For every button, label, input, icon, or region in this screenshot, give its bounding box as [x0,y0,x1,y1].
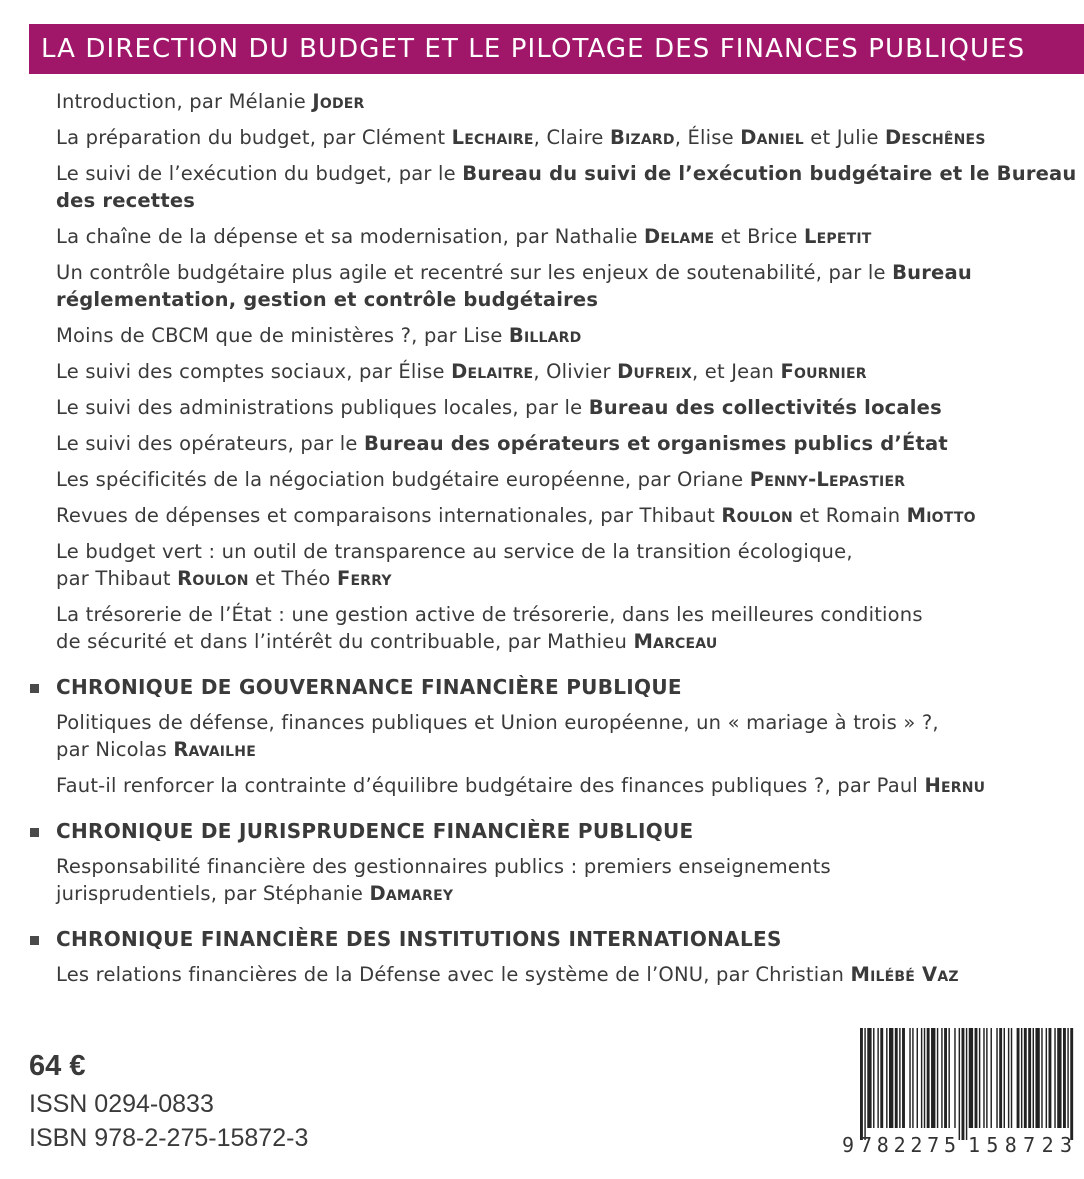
entry-text: Revues de dépenses et comparaisons internationales, par Thibaut [56,504,722,527]
barcode-bar [880,1028,883,1128]
author-name: Ravailhe [173,738,256,761]
entry-text: Un contrôle budgétaire plus agile et recentré sur les enjeux de soutenabilité, par le [56,261,893,284]
author-name: Billard [508,324,582,347]
chronicle-title: CHRONIQUE DE GOUVERNANCE FINANCIÈRE PUBLIQUE [56,675,682,699]
entry-text: La chaîne de la dépense et sa modernisation, par Nathalie [56,225,645,248]
toc-entry [56,223,1080,250]
section-banner [29,24,1084,74]
toc-entry [56,259,1080,313]
toc-entry [56,160,1080,214]
author-name: Milébé Vaz [850,963,959,986]
toc-entry [56,538,1080,592]
barcode-bar [1033,1028,1034,1128]
barcode-bar [917,1028,918,1128]
chronicle-heading [56,925,1084,953]
toc-entry [56,601,1080,655]
entry-text: jurisprudentiels, par Stéphanie [56,882,370,905]
entry-text: et Julie [803,126,886,149]
barcode-bar [983,1028,984,1128]
barcode-bar [1028,1028,1031,1128]
barcode-bar [1017,1028,1020,1128]
author-name: Ferry [336,567,392,590]
barcode-bar [909,1028,910,1128]
author-name: Bizard [610,126,675,149]
author-name: Roulon [721,504,793,527]
barcode-bar [1035,1028,1039,1128]
barcode-bar [1046,1028,1047,1128]
chronicle-title: CHRONIQUE DE JURISPRUDENCE FINANCIÈRE PUBLIQUE [56,819,694,843]
author-name: Delaitre [451,360,534,383]
barcode-bar [924,1028,925,1128]
barcode-bar [954,1028,955,1128]
barcode-digit-first: 9 [842,1133,855,1156]
barcode-bar [931,1028,935,1128]
barcode-bars [860,1028,1073,1140]
entry-text: Le suivi des administrations publiques locales, par le [56,396,589,419]
author-name: Lechaire [451,126,534,149]
author-name: Dufreix [617,360,692,383]
toc-entry [56,502,1080,529]
entry-text: Les spécificités de la négociation budgétaire européenne, par Oriane [56,468,750,491]
barcode-bar [991,1028,992,1128]
entry-text: et Brice [714,225,805,248]
barcode-bar [902,1028,905,1128]
barcode-digits-right: 158723 [968,1133,1072,1156]
bureau-name: Bureau des opérateurs et organismes publics d’État [363,432,948,455]
issn: ISSN 0294-0833 [29,1090,214,1118]
entry-text: La préparation du budget, par Clément [56,126,452,149]
entry-text: Introduction, par Mélanie [56,90,313,113]
square-bullet-icon [30,828,39,837]
barcode-bar [927,1028,930,1128]
toc-entry [56,358,1080,385]
toc-entry [56,709,1080,763]
barcode-bar [986,1028,987,1128]
entry-text: , Claire [533,126,611,149]
entry-text: Le suivi des comptes sociaux, par Élise [56,360,452,383]
toc-entry [56,466,1080,493]
entry-text: , Élise [674,126,741,149]
entry-text: et Théo [248,567,337,590]
barcode-bar [1011,1028,1012,1128]
square-bullet-icon [30,936,39,945]
entry-text: par Thibaut [56,567,178,590]
author-name: Lepetit [804,225,872,248]
barcode-bar [944,1028,947,1128]
barcode-bar [1057,1028,1061,1128]
author-name: Roulon [177,567,249,590]
barcode-bar [886,1028,887,1128]
barcode-bar [1054,1028,1055,1128]
toc-entry [56,430,1080,457]
toc-entry [56,88,1080,115]
barcode-bar [962,1028,965,1140]
author-name: Joder [312,90,365,113]
square-bullet-icon [30,684,39,693]
entry-text: Le budget vert : un outil de transparence au service de la transition écologique, [56,540,853,563]
author-name: Miotto [906,504,976,527]
entry-text: , et Jean [691,360,781,383]
table-of-contents [0,88,1084,997]
barcode-bar [959,1028,960,1140]
barcode-bar [937,1028,938,1128]
author-name: Fournier [780,360,867,383]
author-name: Penny-Lepastier [749,468,906,491]
entry-text: et Romain [792,504,907,527]
barcode-bar [999,1028,1002,1128]
barcode [842,1028,1080,1156]
toc-entry [56,772,1080,799]
price: 64 € [29,1050,86,1082]
chronicle-heading [56,817,1084,845]
chronicles [0,673,1084,988]
chronicle-title: CHRONIQUE FINANCIÈRE DES INSTITUTIONS INTERNATIONALES [56,927,782,951]
barcode-bar [1024,1028,1027,1128]
toc-entry [56,322,1080,349]
entry-text: Responsabilité financière des gestionnaires publics : premiers enseignements [56,855,831,878]
barcode-bar [877,1028,878,1128]
barcode-bar [948,1028,949,1128]
barcode-bar [966,1028,967,1140]
entry-text: Le suivi de l’exécution du budget, par le [56,162,463,185]
barcode-bar [1041,1028,1042,1128]
barcode-bar [889,1028,893,1128]
toc-entry [56,853,1080,907]
entry-text: de sécurité et dans l’intérêt du contribuable, par Mathieu [56,630,634,653]
barcode-bar [1008,1028,1009,1128]
bureau-name: Bureau des collectivités locales [588,396,942,419]
barcode-bar [996,1028,997,1128]
author-name: Delame [644,225,715,248]
author-name: Marceau [633,630,718,653]
toc-entry [56,124,1080,151]
barcode-bar [1004,1028,1005,1128]
barcode-bar [1070,1028,1073,1140]
barcode-bar [1067,1028,1068,1128]
isbn: ISBN 978-2-275-15872-3 [29,1124,309,1152]
entry-text: Politiques de défense, finances publiques et Union européenne, un « mariage à trois » ?, [56,711,939,734]
entry-text: Moins de CBCM que de ministères ?, par Lise [56,324,509,347]
barcode-bar [860,1028,863,1140]
barcode-bar [864,1028,865,1140]
entry-text: Faut-il renforcer la contrainte d’équilibre budgétaire des finances publiques ?, par Paul [56,774,925,797]
bureau-name: Bureau réglementation, gestion et contrôle budgétaires [56,261,972,311]
author-name: Daniel [740,126,804,149]
entry-text: La trésorerie de l’État : une gestion active de trésorerie, dans les meilleures conditions [56,603,923,626]
entry-text: Le suivi des opérateurs, par le [56,432,364,455]
barcode-bar [1049,1028,1052,1128]
barcode-bar [867,1028,871,1128]
entry-text: Les relations financières de la Défense avec le système de l’ONU, par Christian [56,963,851,986]
barcode-digits-left: 782275 [860,1133,956,1156]
barcode-bar [921,1028,922,1128]
barcode-bar [969,1028,973,1128]
entry-text: par Nicolas [56,738,174,761]
toc-entry [56,394,1080,421]
barcode-bar [912,1028,913,1128]
main-entries [0,88,1084,655]
barcode-bar [1021,1028,1022,1128]
barcode-bar [941,1028,942,1128]
barcode-bar [895,1028,898,1128]
chronicle-heading [56,673,1084,701]
barcode-bar [1063,1028,1066,1128]
barcode-bar [975,1028,978,1128]
barcode-bar [873,1028,874,1128]
toc-entry [56,961,1080,988]
author-name: Deschênes [885,126,986,149]
barcode-bar [979,1028,980,1128]
barcode-bar [899,1028,900,1128]
author-name: Damarey [369,882,454,905]
author-name: Hernu [924,774,986,797]
bureau-name: Bureau du suivi de l’exécution budgétaire et le Bureau des recettes [56,162,1077,212]
entry-text: , Olivier [533,360,618,383]
section-title: LA DIRECTION DU BUDGET ET LE PILOTAGE DES FINANCES PUBLIQUES [41,34,1026,64]
